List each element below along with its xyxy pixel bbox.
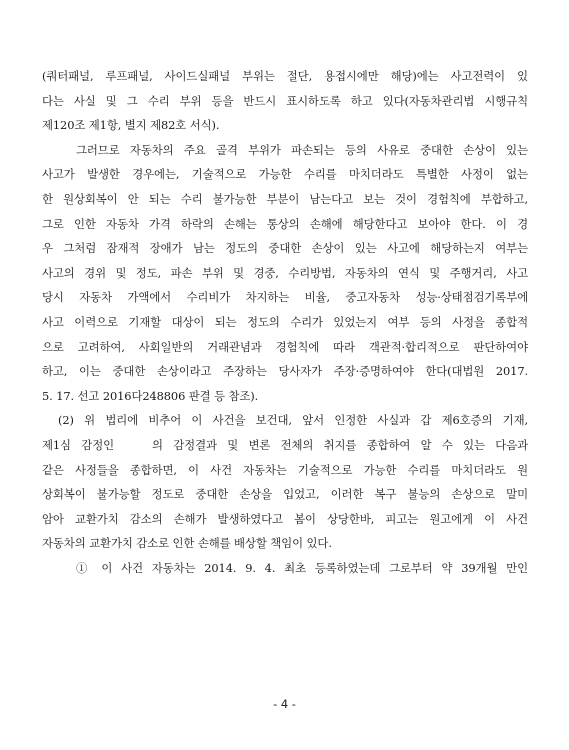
line-prefix: 제1심 감정인 bbox=[42, 437, 115, 452]
text-line: 5. 17. 선고 2016다248806 판결 등 참조). bbox=[42, 388, 259, 403]
text-line: 한 원상회복이 안 되는 수리 불가능한 부분이 남는다고 보는 것이 경험칙에 부합하고, bbox=[42, 191, 528, 206]
page-number: - 4 - bbox=[273, 697, 296, 711]
text-line: 그러므로 자동차의 주요 골격 부위가 파손되는 등의 사유로 중대한 손상이 있는 bbox=[76, 142, 528, 157]
text-line: 암아 교환가치 감소의 손해가 발생하였다고 봄이 상당한바, 피고는 원고에게 이 사건 bbox=[42, 511, 528, 526]
text-line: 다는 사실 및 그 수리 부위 등을 반드시 표시하도록 하고 있다(자동차관리법 시행규칙 bbox=[42, 93, 528, 108]
text-line: 자동차의 교환가치 감소로 인한 손해를 배상할 책임이 있다. bbox=[42, 536, 332, 551]
text-line bbox=[42, 433, 528, 458]
text-line: 사고 이력으로 기재할 대상이 되는 정도의 수리가 있었는지 여부 등의 사정을 종합적 bbox=[42, 314, 528, 329]
text-line: 하고, 이는 중대한 손상이라고 주장하는 당사자가 주장·증명하여야 한다(대법원 2017. bbox=[42, 364, 528, 379]
document-body bbox=[42, 64, 528, 580]
text-line: ① 이 사건 자동차는 2014. 9. 4. 최초 등록하였는데 그로부터 약 39개월 만인 bbox=[76, 560, 528, 575]
text-line: 당시 자동차 가액에서 수리비가 차지하는 비율, 중고자동차 성능·상태점검기록부에 bbox=[42, 290, 528, 305]
text-line: (쿼터패널, 루프패널, 사이드실패널 부위는 절단, 용접시에만 해당)에는 사고전력이 있 bbox=[42, 69, 528, 83]
text-line: (2) 위 법리에 비추어 이 사건을 보건대, 앞서 인정한 사실과 갑 제6호증의 기재, bbox=[58, 413, 528, 428]
text-line: 제120조 제1항, 별지 제82호 서식). bbox=[42, 118, 220, 133]
text-line: 사고의 경위 및 정도, 파손 부위 및 경중, 수리방법, 자동차의 연식 및 주행거리, 사고 bbox=[42, 265, 528, 280]
text-line: 같은 사정들을 종합하면, 이 사건 자동차는 기술적으로 가능한 수리를 마치더라도 원 bbox=[42, 462, 528, 477]
text-line: 상회복이 불가능할 정도로 중대한 손상을 입었고, 이러한 복구 불능의 손상으로 말미 bbox=[42, 487, 528, 502]
text-line: 사고가 발생한 경우에는, 기술적으로 가능한 수리를 마치더라도 특별한 사정이 없는 bbox=[42, 167, 528, 182]
text-line: 우 그처럼 잠재적 장애가 남는 정도의 중대한 손상이 있는 사고에 해당하는지 여부는 bbox=[42, 241, 528, 256]
line-rest: 의 감정결과 및 변론 전체의 취지를 종합하여 알 수 있는 다음과 bbox=[152, 437, 529, 452]
text-line: 으로 고려하여, 사회일반의 거래관념과 경험칙에 따라 객관적·합리적으로 판단하여야 bbox=[42, 339, 528, 354]
text-line: 그로 인한 자동차 가격 하락의 손해는 통상의 손해에 해당한다고 보아야 한다. 이 경 bbox=[42, 216, 528, 231]
